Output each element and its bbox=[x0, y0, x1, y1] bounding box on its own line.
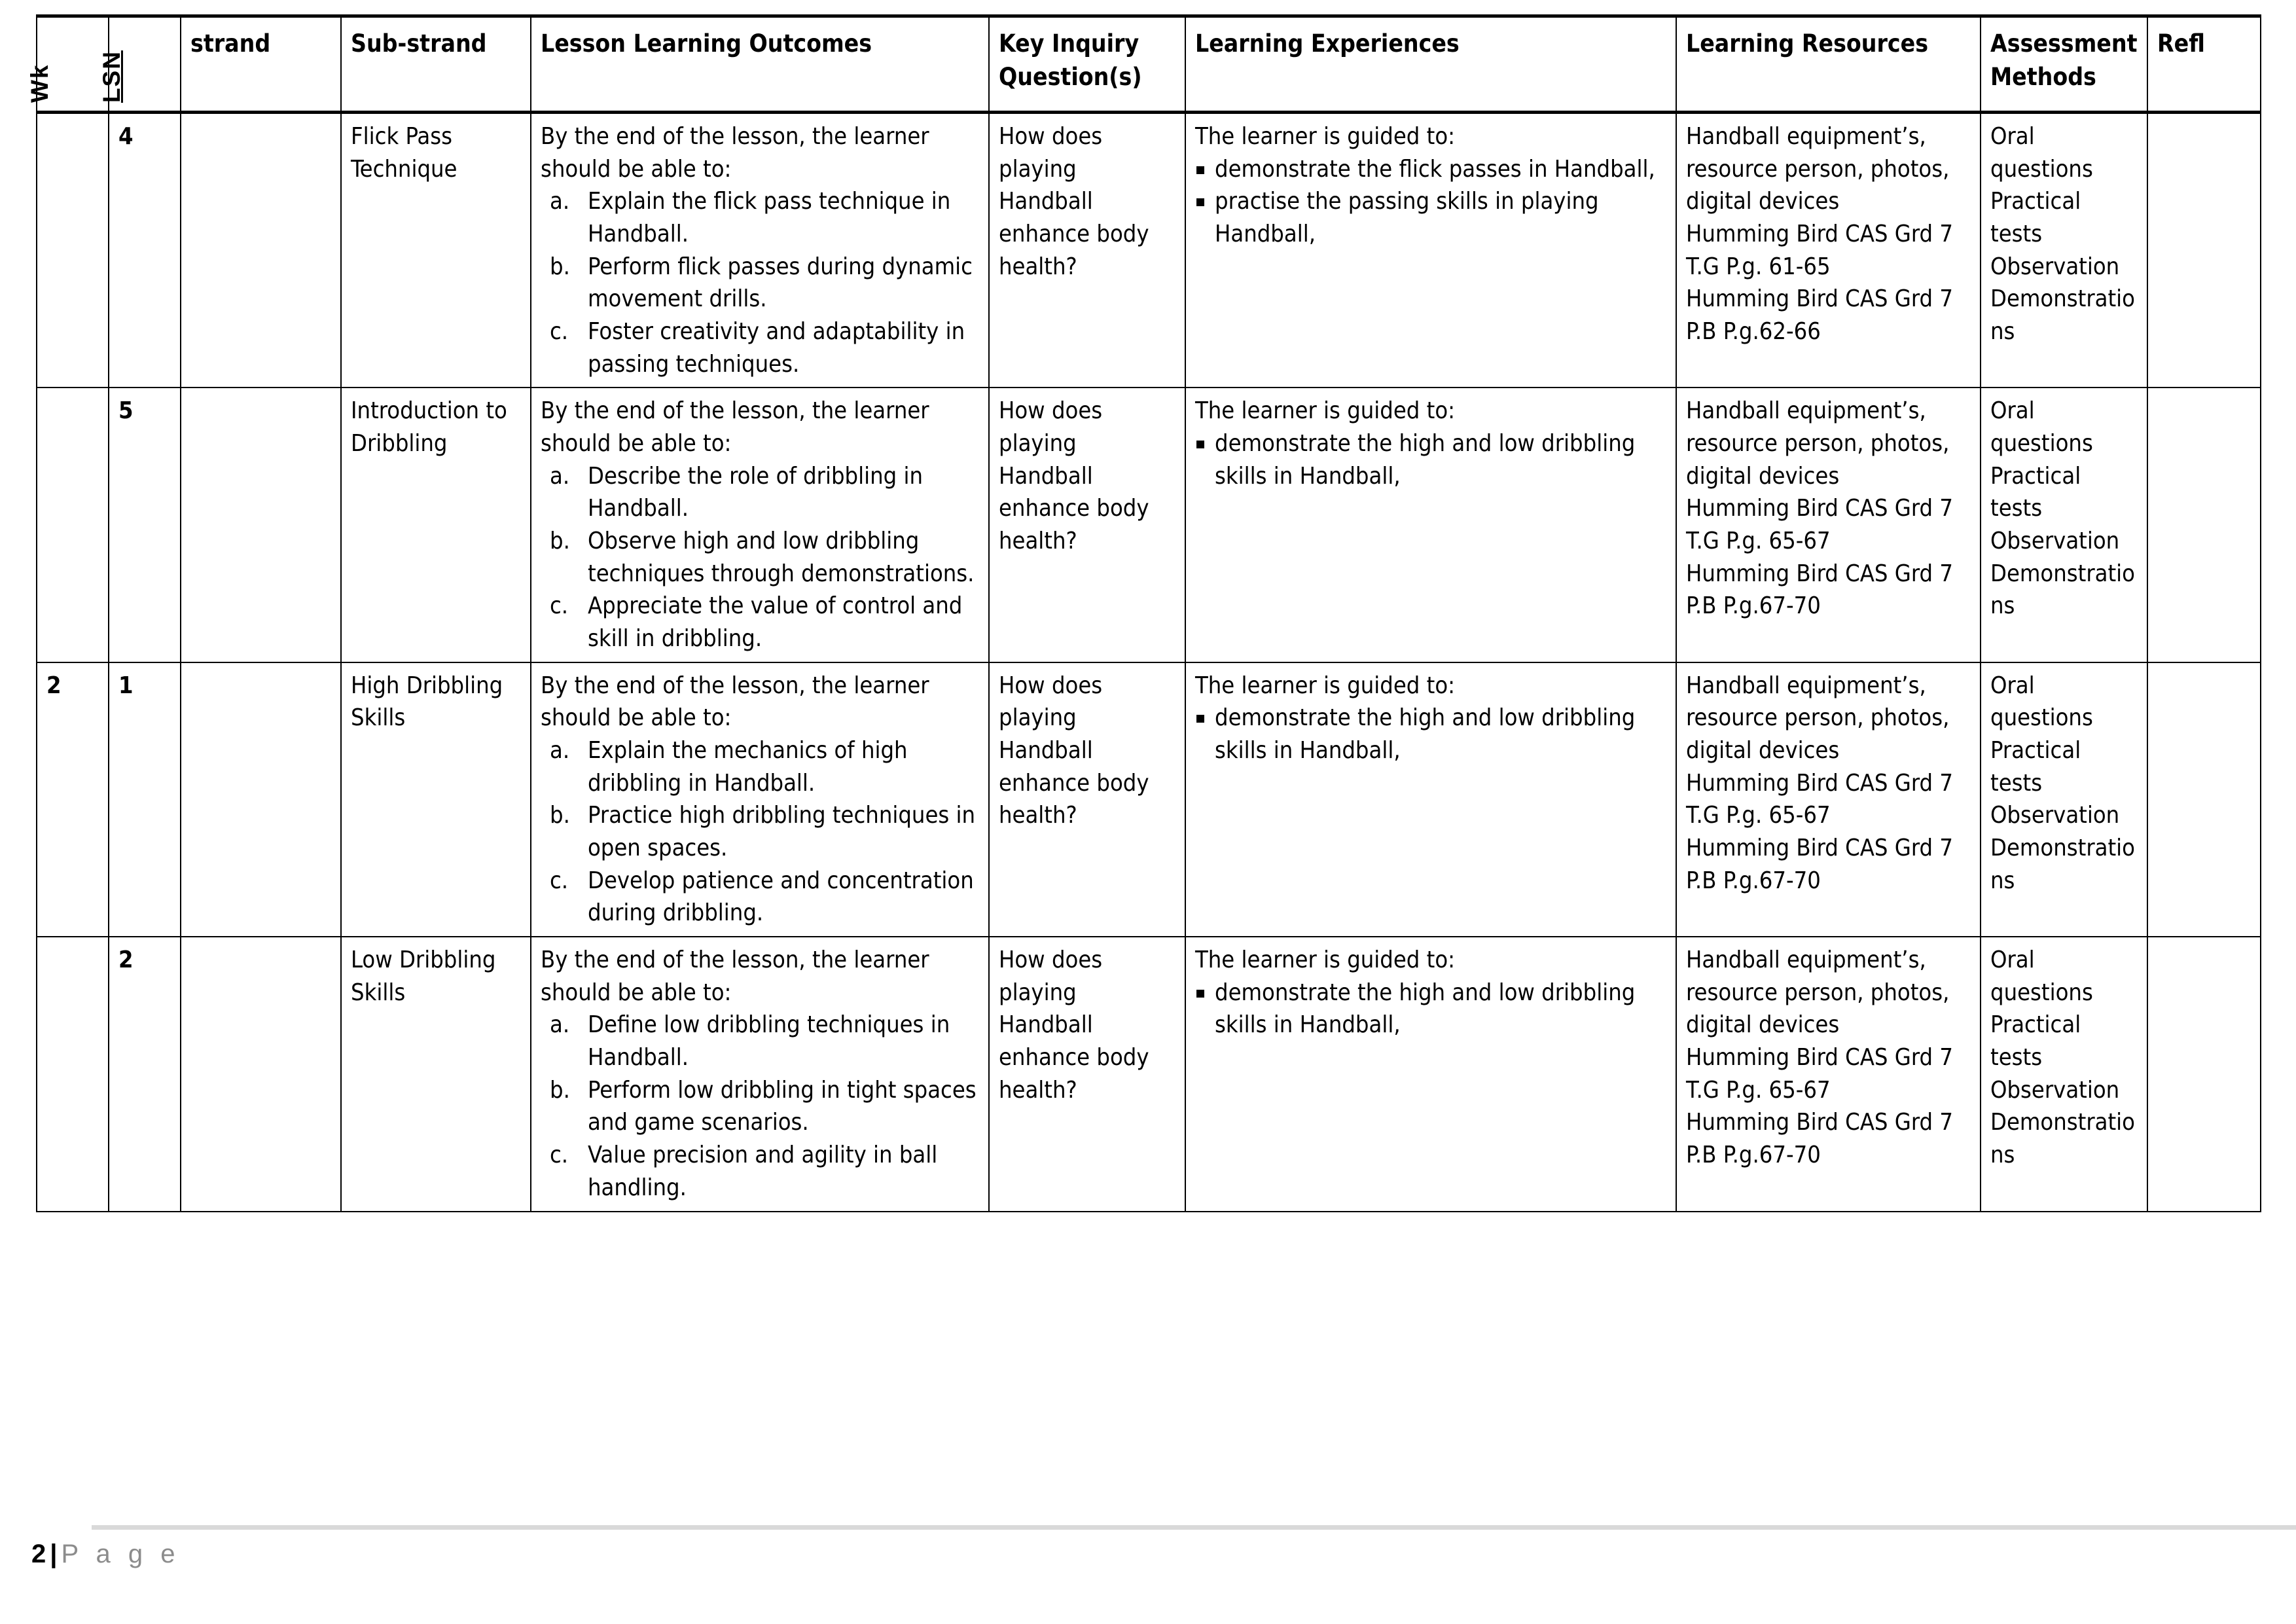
learning-experience-list bbox=[1195, 427, 1668, 492]
column-header-assessment-methods: Assessment Methods bbox=[1981, 16, 2147, 113]
cell-sub-strand bbox=[341, 662, 531, 937]
assessment-method-entry: Oral questions bbox=[1990, 397, 2093, 458]
cell-lsn-value: 5 bbox=[118, 397, 134, 425]
outcome-marker: a. bbox=[550, 737, 570, 765]
outcome-intro: By the end of the lesson, the learner should be able to: bbox=[541, 397, 929, 458]
footer-separator: | bbox=[50, 1540, 58, 1568]
learning-experience-intro: The learner is guided to: bbox=[1195, 947, 1456, 974]
cell-refl bbox=[2147, 662, 2261, 937]
column-header-sub-strand: Sub-strand bbox=[341, 16, 531, 113]
table-row bbox=[37, 388, 2261, 662]
outcome-item bbox=[541, 1009, 980, 1074]
outcome-item bbox=[541, 590, 980, 655]
column-header-learning-resources: Learning Resources bbox=[1676, 16, 1981, 113]
outcome-marker: c. bbox=[550, 1142, 569, 1169]
table-header-row bbox=[37, 16, 2261, 113]
outcome-text: Perform flick passes during dynamic movement drills. bbox=[588, 253, 973, 313]
table-row bbox=[37, 113, 2261, 388]
cell-strand bbox=[181, 662, 341, 937]
cell-assessment-methods bbox=[1981, 388, 2147, 662]
assessment-method-entry: Observation bbox=[1990, 1076, 2120, 1104]
cell-refl bbox=[2147, 388, 2261, 662]
cell-lsn bbox=[109, 662, 181, 937]
outcome-marker: c. bbox=[550, 318, 569, 346]
outcome-item bbox=[541, 1139, 980, 1204]
cell-learning-resources bbox=[1676, 113, 1981, 388]
cell-learning-experiences bbox=[1185, 662, 1676, 937]
column-header-wk-label: Wk bbox=[26, 63, 53, 103]
column-header-learning-experiences: Learning Experiences bbox=[1185, 16, 1676, 113]
assessment-method-entry: Oral questions bbox=[1990, 123, 2093, 183]
cell-wk bbox=[37, 388, 109, 662]
cell-sub-strand-value: Low Dribbling Skills bbox=[351, 947, 496, 1006]
cell-learning-resources bbox=[1676, 662, 1981, 937]
cell-strand bbox=[181, 388, 341, 662]
learning-resource-entry: Humming Bird CAS Grd 7 T.G P.g. 65-67 bbox=[1686, 495, 1953, 555]
cell-key-inquiry-question bbox=[989, 388, 1185, 662]
cell-sub-strand-value: High Dribbling Skills bbox=[351, 672, 503, 732]
outcome-marker: b. bbox=[550, 802, 570, 829]
outcome-marker: c. bbox=[550, 592, 569, 620]
learning-experience-item: demonstrate the flick passes in Handball, bbox=[1195, 153, 1668, 186]
learning-resource-entry: Humming Bird CAS Grd 7 T.G P.g. 61-65 bbox=[1686, 221, 1953, 280]
table-row bbox=[37, 662, 2261, 937]
learning-resource-entry: Handball equipment’s, resource person, photos, digital devices bbox=[1686, 947, 1950, 1039]
outcome-text: Explain the flick pass technique in Handball. bbox=[588, 188, 951, 248]
cell-lsn bbox=[109, 113, 181, 388]
learning-experience-intro: The learner is guided to: bbox=[1195, 672, 1456, 699]
learning-experience-list bbox=[1195, 153, 1668, 251]
cell-lesson-learning-outcomes bbox=[531, 388, 989, 662]
learning-experience-list bbox=[1195, 977, 1668, 1041]
key-inquiry-question-text: How does playing Handball enhance body health? bbox=[999, 672, 1149, 829]
outcome-list bbox=[541, 185, 980, 380]
assessment-method-entry: Oral questions bbox=[1990, 947, 2093, 1006]
column-header-strand: strand bbox=[181, 16, 341, 113]
cell-sub-strand bbox=[341, 388, 531, 662]
cell-lsn bbox=[109, 388, 181, 662]
key-inquiry-question-text: How does playing Handball enhance body health? bbox=[999, 123, 1149, 280]
cell-lesson-learning-outcomes bbox=[531, 662, 989, 937]
assessment-method-entry: Demonstrations bbox=[1990, 835, 2135, 894]
cell-learning-experiences bbox=[1185, 937, 1676, 1211]
outcome-text: Perform low dribbling in tight spaces and game scenarios. bbox=[588, 1076, 977, 1136]
cell-wk bbox=[37, 113, 109, 388]
table-body bbox=[37, 113, 2261, 1212]
outcome-intro: By the end of the lesson, the learner should be able to: bbox=[541, 123, 929, 183]
assessment-method-entry: Demonstrations bbox=[1990, 285, 2135, 346]
outcome-text: Describe the role of dribbling in Handball. bbox=[588, 462, 924, 522]
outcome-marker: c. bbox=[550, 867, 569, 894]
learning-experience-item: demonstrate the high and low dribbling skills in Handball, bbox=[1195, 977, 1668, 1041]
outcome-list bbox=[541, 460, 980, 655]
outcome-marker: b. bbox=[550, 1076, 570, 1104]
column-header-key-inquiry-questions: Key Inquiry Question(s) bbox=[989, 16, 1185, 113]
key-inquiry-question-text: How does playing Handball enhance body health? bbox=[999, 947, 1149, 1104]
learning-experience-item: practise the passing skills in playing Handball, bbox=[1195, 185, 1668, 250]
outcome-marker: a. bbox=[550, 1011, 570, 1039]
outcome-item bbox=[541, 799, 980, 864]
assessment-method-entry: Observation bbox=[1990, 253, 2120, 280]
cell-assessment-methods bbox=[1981, 937, 2147, 1211]
outcome-item bbox=[541, 185, 980, 250]
footer-page-word: P a g e bbox=[61, 1540, 181, 1568]
outcome-item bbox=[541, 460, 980, 525]
scheme-of-work-table bbox=[26, 14, 2261, 1212]
outcome-marker: b. bbox=[550, 528, 570, 555]
assessment-method-entry: Demonstrations bbox=[1990, 1109, 2135, 1169]
cell-learning-resources bbox=[1676, 937, 1981, 1211]
assessment-method-entry: Practical tests bbox=[1990, 1011, 2081, 1072]
assessment-method-entry: Observation bbox=[1990, 528, 2120, 555]
outcome-marker: a. bbox=[550, 462, 570, 490]
cell-lesson-learning-outcomes bbox=[531, 113, 989, 388]
table-row bbox=[37, 937, 2261, 1211]
cell-sub-strand bbox=[341, 937, 531, 1211]
outcome-item bbox=[541, 1074, 980, 1139]
learning-experience-list bbox=[1195, 702, 1668, 767]
outcome-item bbox=[541, 251, 980, 316]
learning-experience-intro: The learner is guided to: bbox=[1195, 123, 1456, 150]
learning-experience-item: demonstrate the high and low dribbling skills in Handball, bbox=[1195, 427, 1668, 492]
cell-sub-strand-value: Flick Pass Technique bbox=[351, 123, 457, 183]
learning-resource-entry: Humming Bird CAS Grd 7 P.B P.g.67-70 bbox=[1686, 560, 1953, 620]
cell-refl bbox=[2147, 113, 2261, 388]
cell-wk bbox=[37, 937, 109, 1211]
learning-resource-entry: Handball equipment’s, resource person, photos, digital devices bbox=[1686, 397, 1950, 490]
learning-resource-entry: Humming Bird CAS Grd 7 T.G P.g. 65-67 bbox=[1686, 769, 1953, 829]
learning-resource-entry: Handball equipment’s, resource person, photos, digital devices bbox=[1686, 672, 1950, 765]
cell-lesson-learning-outcomes bbox=[531, 937, 989, 1211]
outcome-item bbox=[541, 525, 980, 590]
learning-experience-intro: The learner is guided to: bbox=[1195, 397, 1456, 425]
assessment-method-entry: Demonstrations bbox=[1990, 560, 2135, 620]
learning-resource-entry: Humming Bird CAS Grd 7 P.B P.g.67-70 bbox=[1686, 1109, 1953, 1169]
outcome-text: Foster creativity and adaptability in passing techniques. bbox=[588, 318, 965, 378]
outcome-text: Observe high and low dribbling techniques through demonstrations. bbox=[588, 528, 975, 587]
cell-lsn-value: 2 bbox=[118, 947, 134, 974]
footer-divider bbox=[92, 1525, 2296, 1530]
outcome-item bbox=[541, 316, 980, 380]
learning-resource-entry: Handball equipment’s, resource person, photos, digital devices bbox=[1686, 123, 1950, 215]
column-header-refl: Refl bbox=[2147, 16, 2261, 113]
outcome-text: Explain the mechanics of high dribbling in Handball. bbox=[588, 737, 908, 797]
cell-learning-experiences bbox=[1185, 388, 1676, 662]
outcome-text: Practice high dribbling techniques in open spaces. bbox=[588, 802, 976, 862]
cell-sub-strand-value: Introduction to Dribbling bbox=[351, 397, 507, 458]
cell-lsn bbox=[109, 937, 181, 1211]
cell-lsn-value: 4 bbox=[118, 123, 134, 150]
outcome-list bbox=[541, 734, 980, 929]
assessment-method-entry: Practical tests bbox=[1990, 462, 2081, 522]
outcome-text: Develop patience and concentration during dribbling. bbox=[588, 867, 974, 927]
key-inquiry-question-text: How does playing Handball enhance body health? bbox=[999, 397, 1149, 555]
column-header-lesson-learning-outcomes: Lesson Learning Outcomes bbox=[531, 16, 989, 113]
learning-resource-entry: Humming Bird CAS Grd 7 T.G P.g. 65-67 bbox=[1686, 1044, 1953, 1104]
outcome-text: Value precision and agility in ball handling. bbox=[588, 1142, 938, 1201]
cell-refl bbox=[2147, 937, 2261, 1211]
learning-resource-entry: Humming Bird CAS Grd 7 P.B P.g.67-70 bbox=[1686, 835, 1953, 894]
outcome-item bbox=[541, 865, 980, 929]
page-footer bbox=[31, 1540, 181, 1569]
footer-page-number: 2 bbox=[31, 1540, 46, 1568]
cell-lsn-value: 1 bbox=[118, 672, 134, 699]
column-header-lsn bbox=[98, 16, 181, 113]
cell-key-inquiry-question bbox=[989, 937, 1185, 1211]
outcome-text: Define low dribbling techniques in Handball. bbox=[588, 1011, 950, 1072]
cell-wk bbox=[37, 662, 109, 937]
cell-learning-resources bbox=[1676, 388, 1981, 662]
column-header-lsn-label: LSN bbox=[98, 50, 125, 103]
cell-learning-experiences bbox=[1185, 113, 1676, 388]
cell-strand bbox=[181, 937, 341, 1211]
outcome-list bbox=[541, 1009, 980, 1204]
cell-key-inquiry-question bbox=[989, 662, 1185, 937]
assessment-method-entry: Practical tests bbox=[1990, 188, 2081, 248]
learning-experience-item: demonstrate the high and low dribbling skills in Handball, bbox=[1195, 702, 1668, 767]
learning-resource-entry: Humming Bird CAS Grd 7 P.B P.g.62-66 bbox=[1686, 285, 1953, 346]
cell-wk-value: 2 bbox=[46, 672, 62, 699]
cell-sub-strand bbox=[341, 113, 531, 388]
outcome-intro: By the end of the lesson, the learner should be able to: bbox=[541, 947, 929, 1006]
cell-assessment-methods bbox=[1981, 113, 2147, 388]
outcome-text: Appreciate the value of control and skill in dribbling. bbox=[588, 592, 963, 653]
cell-assessment-methods bbox=[1981, 662, 2147, 937]
outcome-marker: a. bbox=[550, 188, 570, 215]
outcome-item bbox=[541, 734, 980, 799]
outcome-marker: b. bbox=[550, 253, 570, 280]
assessment-method-entry: Practical tests bbox=[1990, 737, 2081, 797]
assessment-method-entry: Oral questions bbox=[1990, 672, 2093, 732]
outcome-intro: By the end of the lesson, the learner should be able to: bbox=[541, 672, 929, 732]
assessment-method-entry: Observation bbox=[1990, 802, 2120, 829]
cell-key-inquiry-question bbox=[989, 113, 1185, 388]
cell-strand bbox=[181, 113, 341, 388]
